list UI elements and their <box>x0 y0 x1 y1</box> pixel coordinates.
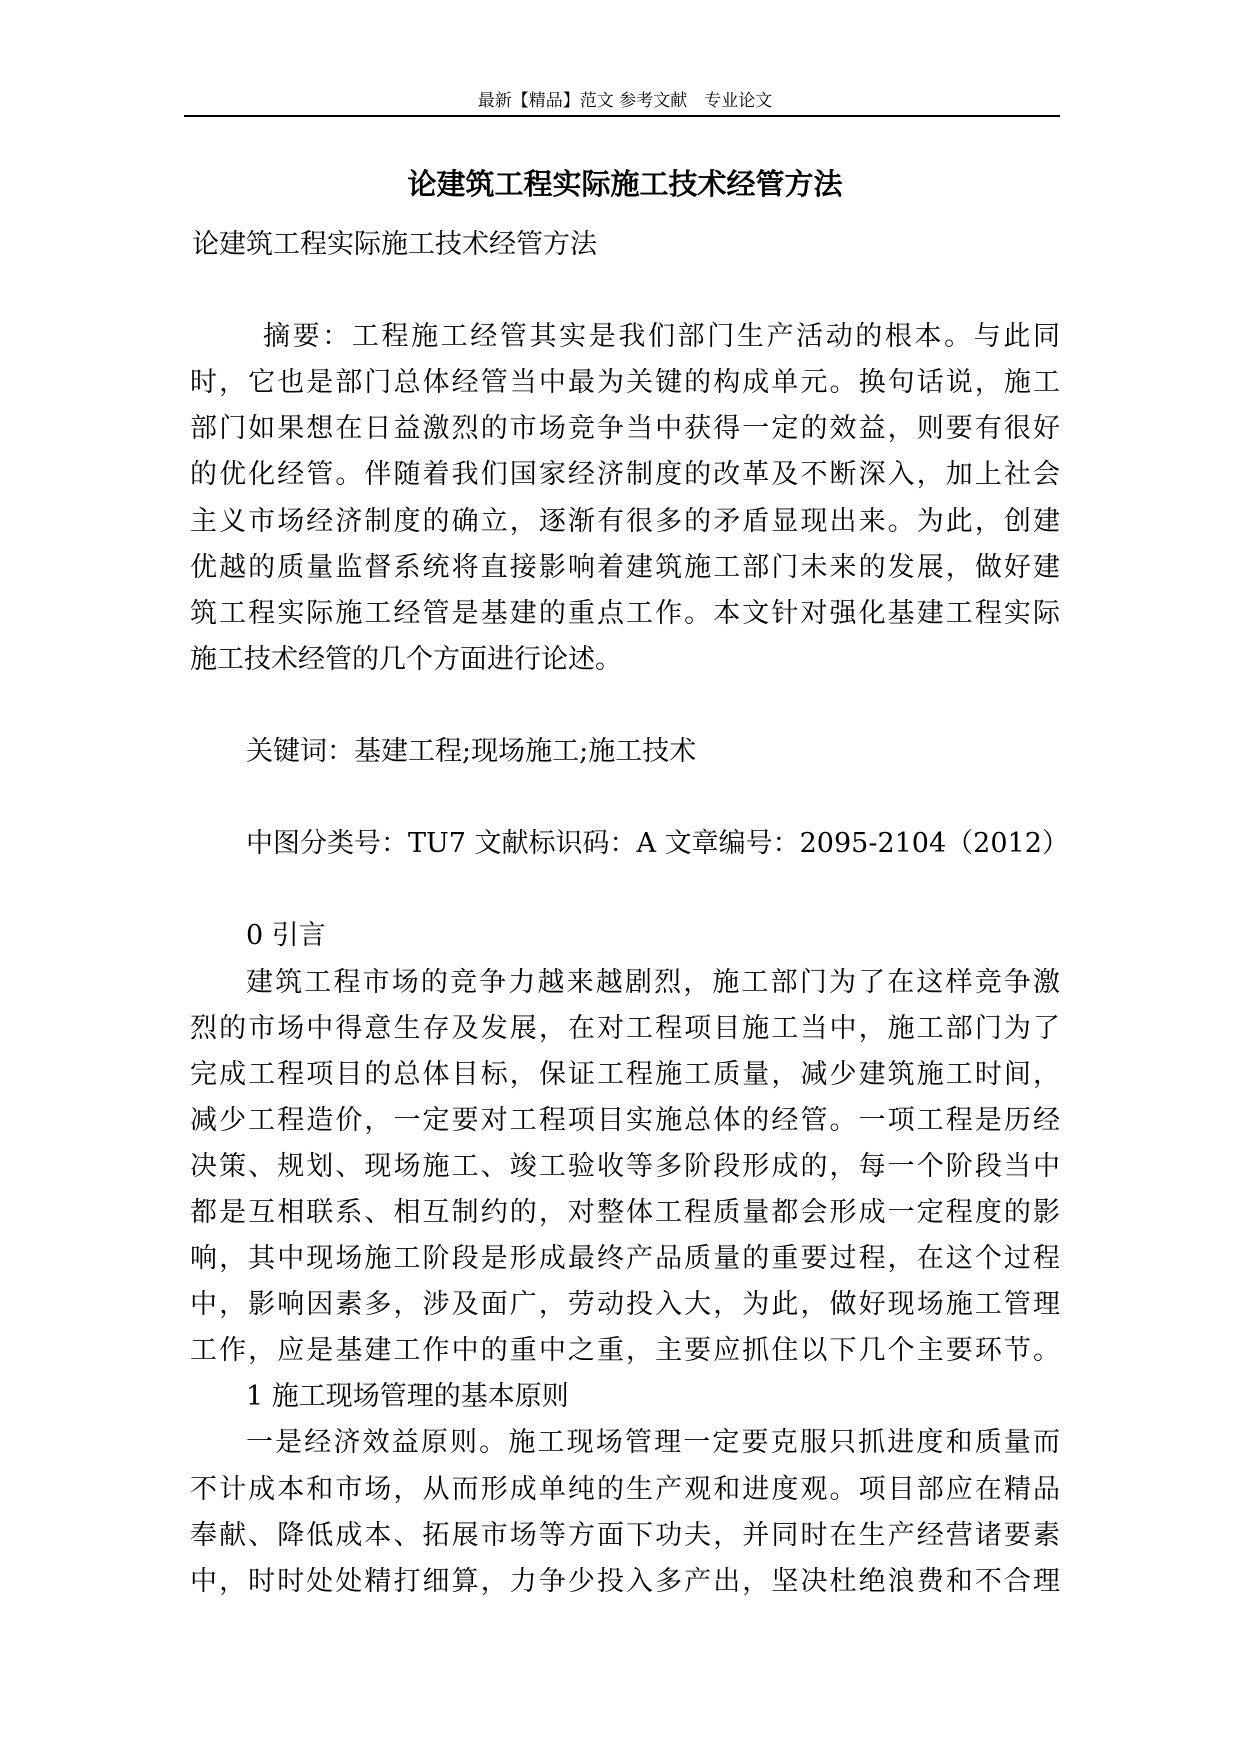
header-rule <box>184 115 1060 117</box>
abstract-line: 主义市场经济制度的确立，逐渐有很多的矛盾显现出来。为此，创建 <box>190 505 1060 537</box>
blank-line <box>190 775 1060 821</box>
paragraph-line: 工作，应是基建工作中的重中之重，主要应抓住以下几个主要环节。 <box>190 1335 1060 1367</box>
blank-line <box>190 268 1060 314</box>
body-paragraph <box>190 1420 1060 1604</box>
paragraph-line: 中，时时处处精打细算，力争少投入多产出，坚决杜绝浪费和不合理 <box>190 1565 1060 1597</box>
abstract-line: 摘要：工程施工经管其实是我们部门生产活动的根本。与此同 <box>263 321 1060 353</box>
paragraph-line: 烈的市场中得意生存及发展，在对工程项目施工当中，施工部门为了 <box>190 1012 1060 1044</box>
abstract-line: 优越的质量监督系统将直接影响着建筑施工部门未来的发展，做好建 <box>190 551 1060 583</box>
section-heading: 0 引言 <box>246 920 326 952</box>
abstract-paragraph <box>190 314 1060 683</box>
abstract-line: 筑工程实际施工经管是基建的重点工作。本文针对强化基建工程实际 <box>190 597 1060 629</box>
section-heading: 1 施工现场管理的基本原则 <box>246 1381 569 1413</box>
paragraph-line: 响，其中现场施工阶段是形成最终产品质量的重要过程，在这个过程 <box>190 1243 1060 1275</box>
abstract-line: 施工技术经管的几个方面进行论述。 <box>190 643 622 675</box>
abstract-line: 的优化经管。伴随着我们国家经济制度的改革及不断深入，加上社会 <box>190 459 1060 491</box>
subtitle: 论建筑工程实际施工技术经管方法 <box>192 229 597 260</box>
paragraph-line: 减少工程造价，一定要对工程项目实施总体的经管。一项工程是历经 <box>190 1104 1060 1136</box>
blank-line <box>190 683 1060 729</box>
paragraph-line: 奉献、降低成本、拓展市场等方面下功夫，并同时在生产经营诸要素 <box>190 1519 1060 1551</box>
paragraph-line: 都是互相联系、相互制约的，对整体工程质量都会形成一定程度的影 <box>190 1196 1060 1228</box>
document-body <box>190 222 1069 1605</box>
paragraph-line: 决策、规划、现场施工、竣工验收等多阶段形成的，每一个阶段当中 <box>190 1150 1060 1182</box>
paragraph-line: 建筑工程市场的竞争力越来越剧烈，施工部门为了在这样竞争激 <box>246 966 1060 998</box>
body-paragraph <box>190 960 1060 1375</box>
paragraph-line: 完成工程项目的总体目标，保证工程施工质量，减少建筑施工时间， <box>190 1058 1060 1090</box>
classification-line: 中图分类号：TU7 文献标识码：A 文章编号：2095-2104（2012） <box>246 828 1069 860</box>
paragraph-line: 中，影响因素多，涉及面广，劳动投入大，为此，做好现场施工管理 <box>190 1289 1060 1321</box>
paragraph-line: 不计成本和市场，从而形成单纯的生产观和进度观。项目部应在精品 <box>190 1473 1060 1505</box>
running-header: 最新【精品】范文 参考文献 专业论文 <box>477 91 773 111</box>
abstract-line: 部门如果想在日益激烈的市场竞争当中获得一定的效益，则要有很好 <box>190 413 1060 445</box>
paragraph-line: 一是经济效益原则。施工现场管理一定要克服只抓进度和质量而 <box>246 1427 1060 1459</box>
blank-line <box>190 867 1060 913</box>
keywords-line: 关键词：基建工程;现场施工;施工技术 <box>246 736 697 768</box>
abstract-line: 时，它也是部门总体经管当中最为关键的构成单元。换句话说，施工 <box>190 367 1060 399</box>
document-title: 论建筑工程实际施工技术经管方法 <box>407 167 843 201</box>
